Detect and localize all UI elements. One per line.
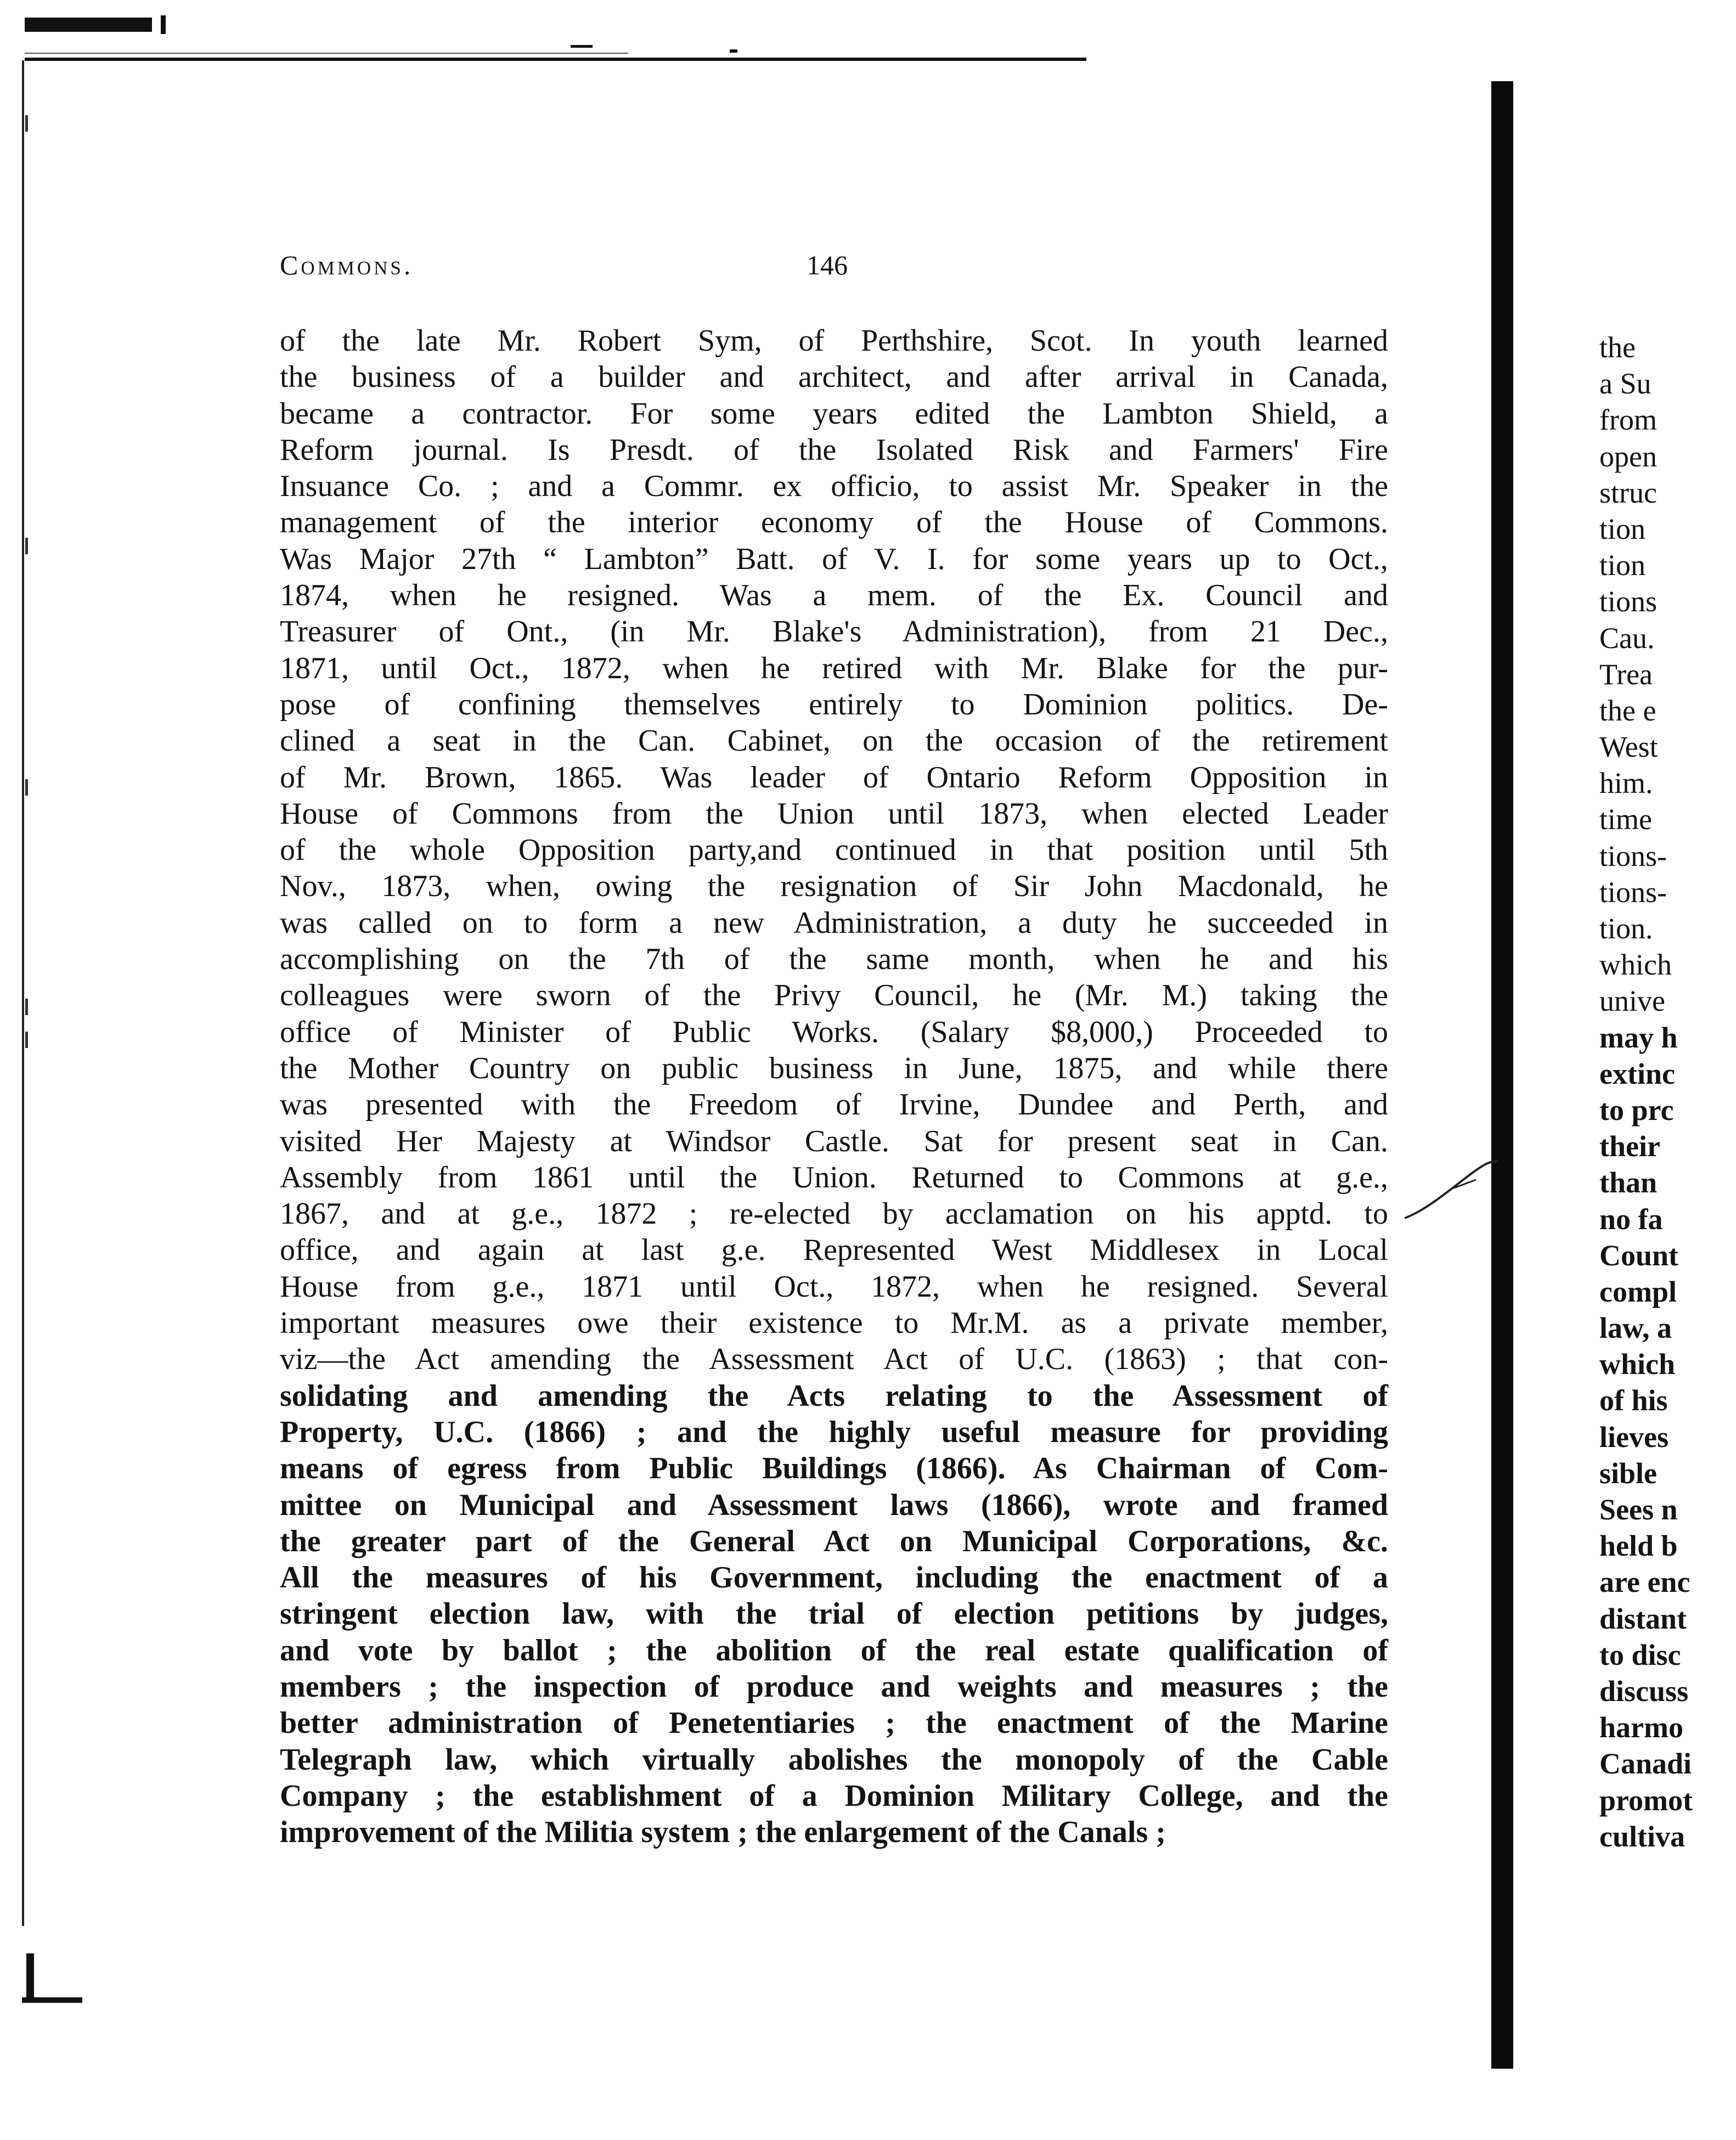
adjacent-fragment: may h [1599,1021,1678,1054]
adjacent-fragment: to disc [1599,1638,1681,1671]
adjacent-fragment: which [1599,1348,1676,1381]
text-line: of the whole Opposition party,and continued in that position until 5th [280,833,1388,868]
adjacent-fragment: harmo [1599,1711,1683,1744]
text-line: office, and again at last g.e. Represented West Middlesex in Local [280,1233,1388,1268]
adjacent-fragment: their [1599,1130,1660,1163]
adjacent-fragment: law, a [1599,1311,1672,1345]
text-line: 1871, until Oct., 1872, when he retired with Mr. Blake for the pur- [280,651,1388,685]
adjacent-fragment: tion. [1599,912,1653,945]
text-line: became a contractor. For some years edited the Lambton Shield, a [280,396,1388,431]
adjacent-fragment: from [1599,403,1657,437]
text-line: Property, U.C. (1866) ; and the highly useful measure for providing [280,1415,1388,1449]
text-line: office of Minister of Public Works. (Salary $8,000,) Proceeded to [280,1015,1388,1049]
text-line: viz—the Act amending the Assessment Act of U.C. (1863) ; that con- [280,1342,1388,1377]
adjacent-fragment: tions [1599,585,1658,618]
text-line: visited Her Majesty at Windsor Castle. Sat for present seat in Can. [280,1124,1388,1158]
text-line: Assembly from 1861 until the Union. Returned to Commons at g.e., [280,1160,1388,1195]
adjacent-fragment: the e [1599,694,1656,727]
text-line: colleagues were sworn of the Privy Council, he (Mr. M.) taking the [280,978,1388,1013]
scan-mark-top-bar [25,18,152,32]
text-line: Reform journal. Is Presdt. of the Isolated Risk and Farmers' Fire [280,432,1388,467]
running-head [280,249,900,288]
adjacent-fragment: West [1599,730,1658,764]
adjacent-fragment: which [1599,948,1672,982]
adjacent-fragment: discuss [1599,1674,1689,1708]
text-line: improvement of the Militia system ; the enlargement of the Canals ; [280,1815,1166,1850]
running-title: Commons. [280,250,414,280]
adjacent-fragment: than [1599,1166,1658,1199]
text-line: 1874, when he resigned. Was a mem. of the Ex. Council and [280,578,1388,613]
adjacent-fragment: promot [1599,1783,1693,1817]
text-line: members ; the inspection of produce and weights and measures ; the [280,1669,1388,1704]
text-line: accomplishing on the 7th of the same month, when he and his [280,942,1388,977]
text-line: Telegraph law, which virtually abolishes the monopoly of the Cable [280,1742,1388,1777]
adjacent-page-fragments [1599,329,1731,1855]
adjacent-fragment: a Su [1599,367,1652,401]
text-line: important measures owe their existence to Mr.M. as a private member, [280,1306,1388,1341]
text-line: was called on to form a new Administration, a duty he succeeded in [280,905,1388,940]
adjacent-fragment: Canadi [1599,1747,1692,1781]
adjacent-fragment: tions- [1599,875,1667,909]
text-line: was presented with the Freedom of Irvine, Dundee and Perth, and [280,1088,1388,1122]
text-line: management of the interior economy of the House of Commons. [280,505,1388,540]
text-line: Treasurer of Ont., (in Mr. Blake's Administration), from 21 Dec., [280,615,1388,649]
book-gutter-shadow [1491,81,1513,2069]
text-line: All the measures of his Government, including the enactment of a [280,1561,1388,1595]
text-line: the greater part of the General Act on Municipal Corporations, &c. [280,1524,1388,1558]
scan-speck [25,999,28,1015]
adjacent-fragment: open [1599,440,1657,473]
text-line: House of Commons from the Union until 1873, when elected Leader [280,796,1388,831]
adjacent-fragment: unive [1599,984,1665,1018]
text-line: solidating and amending the Acts relating to the Assessment of [280,1378,1388,1413]
scan-speck [25,115,28,132]
adjacent-fragment: Sees n [1599,1493,1678,1526]
adjacent-fragment: him. [1599,767,1653,800]
adjacent-fragment: extinc [1599,1057,1675,1090]
adjacent-fragment: no fa [1599,1202,1663,1236]
scan-dash [730,49,737,53]
text-line: and vote by ballot ; the abolition of the real estate qualification of [280,1633,1388,1668]
scan-speck [25,779,28,796]
text-line: Nov., 1873, when, owing the resignation of Sir John Macdonald, he [280,869,1388,904]
page-left-edge [22,60,24,1926]
text-line: the business of a builder and architect, and after arrival in Canada, [280,360,1388,395]
adjacent-fragment: held b [1599,1529,1678,1563]
adjacent-fragment: the [1599,331,1636,364]
scan-rule-thin [25,53,628,54]
adjacent-fragment: compl [1599,1275,1677,1308]
text-line: of the late Mr. Robert Sym, of Perthshire, Scot. In youth learned [280,324,1388,358]
scan-mark-bottom [26,1953,34,2003]
text-line: the Mother Country on public business in June, 1875, and while there [280,1051,1388,1085]
adjacent-fragment: tion [1599,512,1646,545]
scan-speck [25,1032,28,1048]
adjacent-fragment: tion [1599,549,1646,582]
text-line: Was Major 27th “ Lambton” Batt. of V. I. for some years up to Oct., [280,542,1388,576]
text-line: stringent election law, with the trial of election petitions by judges, [280,1597,1388,1631]
adjacent-fragment: Cau. [1599,621,1655,655]
scan-dash [571,45,593,48]
adjacent-fragment: cultiva [1599,1820,1685,1853]
text-line: 1867, and at g.e., 1872 ; re-elected by acclamation on his apptd. to [280,1197,1388,1231]
scan-speck [25,538,28,554]
text-line: of Mr. Brown, 1865. Was leader of Ontario Reform Opposition in [280,760,1388,795]
adjacent-fragment: time [1599,803,1652,836]
scan-mark-bottom [22,1997,82,2003]
text-line: clined a seat in the Can. Cabinet, on the occasion of the retirement [280,724,1388,758]
scan-rule-top [25,58,1086,61]
adjacent-fragment: tions- [1599,839,1667,872]
adjacent-fragment: of his [1599,1384,1668,1417]
adjacent-fragment: Count [1599,1238,1679,1272]
paper-crease [1405,1158,1498,1224]
adjacent-fragment: Trea [1599,657,1653,691]
text-line: House from g.e., 1871 until Oct., 1872, when he resigned. Several [280,1269,1388,1304]
text-line: mittee on Municipal and Assessment laws (1866), wrote and framed [280,1488,1388,1522]
adjacent-fragment: are enc [1599,1565,1690,1599]
scan-mark-top-tick [161,15,166,34]
text-line: pose of confining themselves entirely to Dominion politics. De- [280,687,1388,722]
text-line: Company ; the establishment of a Dominion Military College, and the [280,1778,1388,1813]
text-line: means of egress from Public Buildings (1866). As Chairman of Com- [280,1451,1388,1486]
adjacent-fragment: distant [1599,1602,1687,1635]
page-number: 146 [807,250,848,280]
adjacent-fragment: to prc [1599,1093,1674,1127]
adjacent-fragment: struc [1599,476,1657,509]
text-line: better administration of Penetentiaries ; the enactment of the Marine [280,1706,1388,1741]
biography-text [280,323,1388,1850]
adjacent-fragment: sible [1599,1456,1658,1490]
adjacent-fragment: lieves [1599,1420,1669,1454]
text-line: Insuance Co. ; and a Commr. ex officio, to assist Mr. Speaker in the [280,469,1388,504]
